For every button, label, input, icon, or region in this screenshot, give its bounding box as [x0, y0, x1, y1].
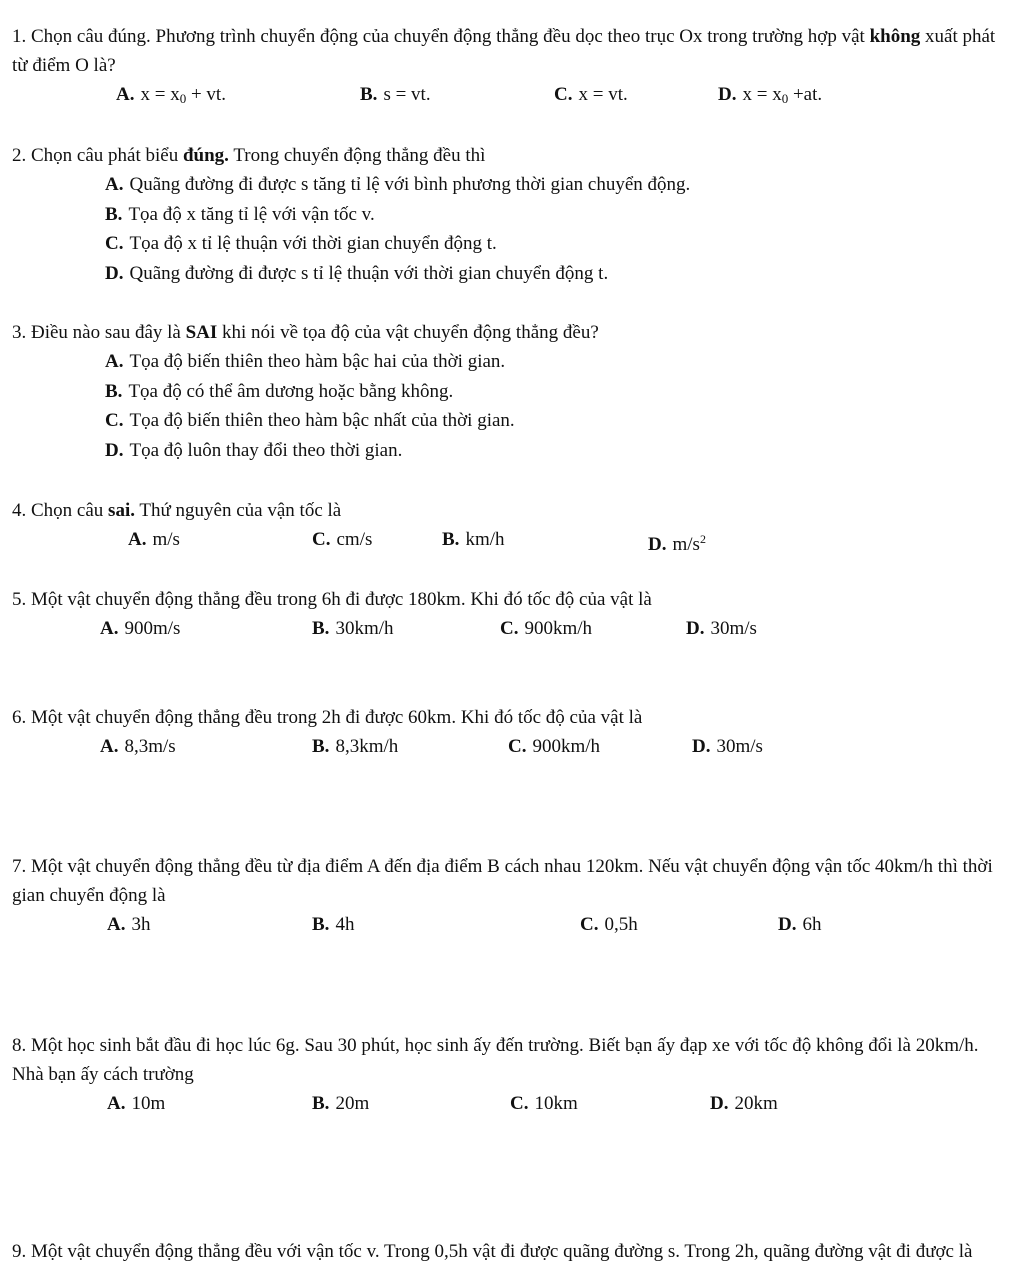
- question-5-options: [12, 614, 1012, 643]
- question-7-stem: 7. Một vật chuyển động thẳng đều từ địa điểm A đến địa điểm B cách nhau 120km. Nếu vật chuyển động vận tốc 40km/h thì thời gian chuyển động là: [12, 856, 993, 906]
- question-9: [12, 1237, 1012, 1266]
- question-7-options: [12, 910, 1012, 939]
- question-4-stem: 4. Chọn câu sai. Thứ nguyên của vận tốc là: [12, 500, 342, 521]
- option-a[interactable]: A. 10m: [107, 1093, 166, 1114]
- option-a[interactable]: A. Quãng đường đi được s tăng tỉ lệ với bình phương thời gian chuyển động.: [105, 174, 691, 195]
- question-2-options: [12, 170, 1012, 288]
- option-a[interactable]: A. $x = x_0$ + vt.: [116, 84, 226, 106]
- option-d[interactable]: D. Quãng đường đi được s tỉ lệ thuận với thời gian chuyển động t.: [105, 262, 609, 284]
- option-b[interactable]: B. 30km/h: [312, 618, 394, 639]
- question-4: [12, 496, 1012, 554]
- option-c[interactable]: C. 900km/h: [508, 736, 601, 757]
- question-9-stem: 9. Một vật chuyển động thẳng đều với vận tốc v. Trong 0,5h vật đi được quãng đường s. Trong 2h, quãng đường vật đi được là: [12, 1241, 973, 1262]
- option-d[interactable]: D. 6h: [778, 914, 822, 935]
- question-8-stem: 8. Một học sinh bắt đầu đi học lúc 6g. Sau 30 phút, học sinh ấy đến trường. Biết bạn ấy đạp xe với tốc độ không đổi là 20km/h. Nhà bạn ấy cách trường: [12, 1035, 979, 1085]
- question-6-options: [12, 732, 1012, 761]
- question-8: [12, 1031, 1012, 1118]
- option-c[interactable]: C. x = vt.: [554, 84, 628, 105]
- option-a[interactable]: A. 8,3m/s: [100, 736, 176, 757]
- option-d[interactable]: D. 20km: [710, 1093, 778, 1114]
- option-a[interactable]: A. 3h: [107, 914, 151, 935]
- option-c[interactable]: C. cm/s: [312, 529, 373, 550]
- question-2-keyword: đúng.: [182, 145, 229, 166]
- option-c[interactable]: C. 900km/h: [500, 618, 593, 639]
- option-d[interactable]: D. $x = x_0 +at$.: [718, 84, 823, 106]
- option-b[interactable]: B. s = vt.: [360, 84, 431, 105]
- question-3-options: [12, 347, 1012, 465]
- question-2: [12, 141, 1012, 288]
- option-a[interactable]: A. Tọa độ biến thiên theo hàm bậc hai của thời gian.: [105, 351, 506, 372]
- option-b[interactable]: B. 4h: [312, 914, 355, 935]
- question-3: [12, 318, 1012, 465]
- question-1-keyword: không: [869, 26, 921, 47]
- option-d[interactable]: D. $m/s^2$: [648, 532, 706, 555]
- option-d[interactable]: D. Tọa độ luôn thay đổi theo thời gian.: [105, 439, 403, 461]
- option-c[interactable]: C. 0,5h: [580, 914, 638, 935]
- question-3-stem: 3. Điều nào sau đây là SAI khi nói về tọa độ của vật chuyển động thẳng đều?: [12, 322, 599, 343]
- question-4-options: [12, 525, 1012, 554]
- option-d[interactable]: D. 30m/s: [692, 736, 763, 757]
- option-b[interactable]: B. Tọa độ x tăng tỉ lệ với vận tốc v.: [105, 203, 375, 225]
- question-8-options: [12, 1089, 1012, 1118]
- option-b[interactable]: B. 20m: [312, 1093, 370, 1114]
- question-1-stem: 1. Chọn câu đúng. Phương trình chuyển động của chuyển động thẳng đều dọc theo trục Ox trong trường hợp vật không xuất phát từ điểm O là?: [12, 26, 996, 76]
- question-5: [12, 585, 1012, 643]
- question-4-keyword: sai.: [108, 500, 135, 521]
- option-d[interactable]: D. 30m/s: [686, 618, 757, 639]
- option-a[interactable]: A. 900m/s: [100, 618, 181, 639]
- question-7: [12, 852, 1012, 939]
- option-c[interactable]: C. Tọa độ biến thiên theo hàm bậc nhất của thời gian.: [105, 410, 515, 431]
- question-2-stem: 2. Chọn câu phát biểu đúng. Trong chuyển động thẳng đều thì: [12, 145, 486, 166]
- option-b[interactable]: B. 8,3km/h: [312, 736, 399, 757]
- question-6: [12, 703, 1012, 761]
- option-b[interactable]: B. km/h: [442, 529, 505, 550]
- question-1-options: [12, 80, 1012, 109]
- option-a[interactable]: A. m/s: [128, 529, 180, 550]
- question-3-keyword: SAI: [185, 322, 218, 343]
- option-b[interactable]: B. Tọa độ có thể âm dương hoặc bằng không.: [105, 380, 454, 402]
- option-c[interactable]: C. Tọa độ x tỉ lệ thuận với thời gian chuyển động t.: [105, 233, 497, 254]
- option-c[interactable]: C. 10km: [510, 1093, 578, 1114]
- question-1: [12, 22, 1012, 109]
- question-6-stem: 6. Một vật chuyển động thẳng đều trong 2h đi được 60km. Khi đó tốc độ của vật là: [12, 707, 643, 728]
- question-5-stem: 5. Một vật chuyển động thẳng đều trong 6h đi được 180km. Khi đó tốc độ của vật là: [12, 589, 652, 610]
